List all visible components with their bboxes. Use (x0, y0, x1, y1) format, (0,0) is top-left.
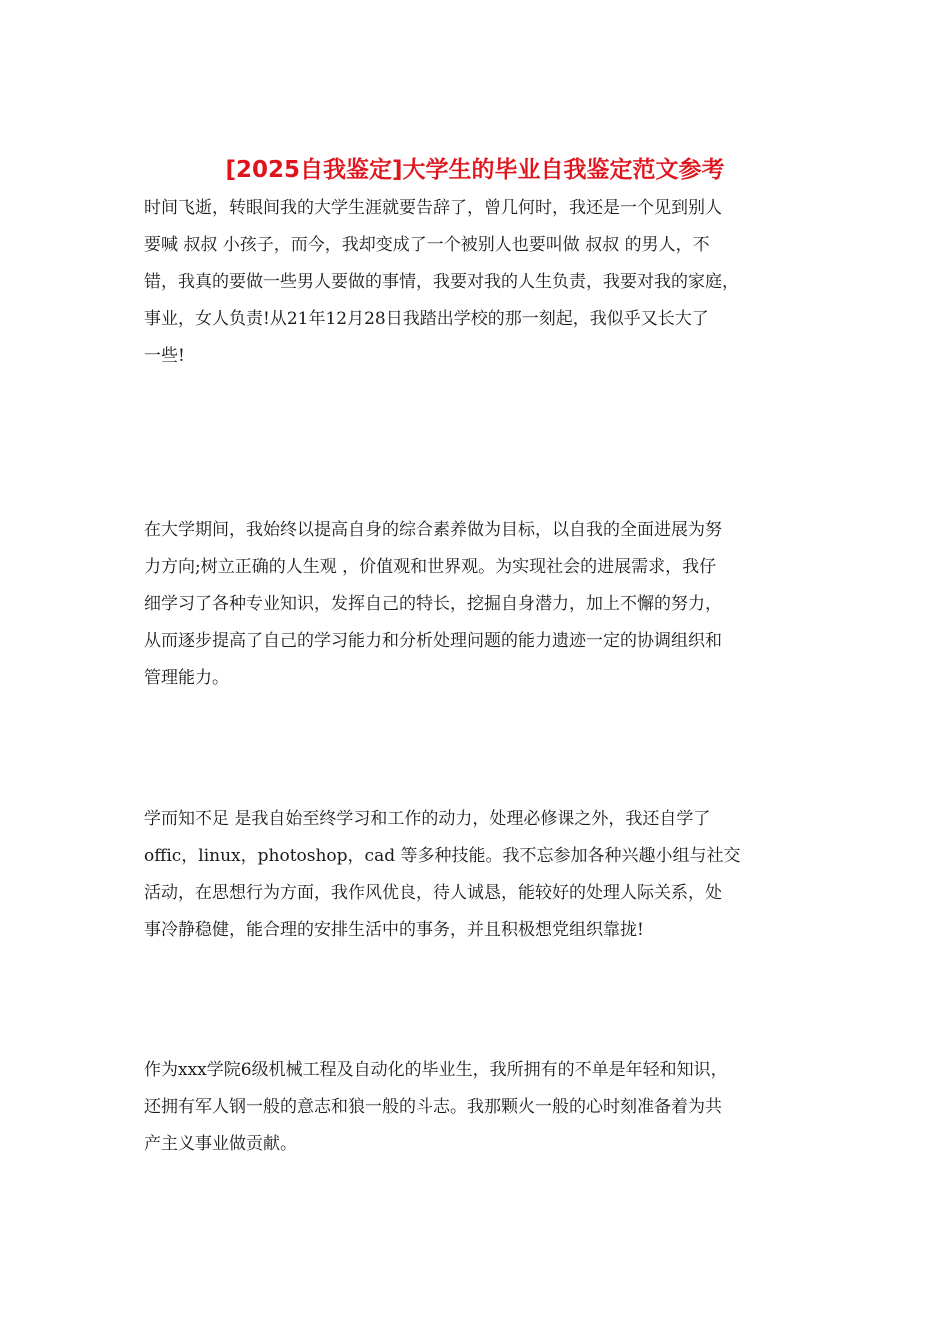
paragraph-1 (144, 190, 814, 375)
text-line: 错，我真的要做一些男人要做的事情，我要对我的人生负责，我要对我的家庭， (144, 272, 739, 292)
text-line: 时间飞逝，转眼间我的大学生涯就要告辞了，曾几何时，我还是一个见到别人 (144, 198, 722, 218)
text-line: offic，linux，photoshop，cad 等多种技能。我不忘参加各种兴趣小组与社交 (144, 846, 741, 866)
document-title: [2025自我鉴定]大学生的毕业自我鉴定范文参考 (225, 157, 725, 183)
paragraph-4 (144, 1052, 814, 1163)
text-line: 要喊 叔叔 小孩子，而今，我却变成了一个被别人也要叫做 叔叔 的男人，不 (144, 235, 710, 255)
paragraph-2 (144, 512, 814, 697)
text-line: 力方向;树立正确的人生观 ，价值观和世界观。为实现社会的进展需求，我仔 (144, 557, 717, 577)
text-line: 作为xxx学院6级机械工程及自动化的毕业生，我所拥有的不单是年轻和知识， (144, 1060, 728, 1080)
text-line: 学而知不足 是我自始至终学习和工作的动力，处理必修课之外，我还自学了 (144, 809, 711, 829)
text-line: 在大学期间，我始终以提高自身的综合素养做为目标，以自我的全面进展为努 (144, 520, 722, 540)
text-line: 事冷静稳健，能合理的安排生活中的事务，并且积极想党组织靠拢! (144, 920, 644, 940)
text-line: 细学习了各种专业知识，发挥自己的特长，挖掘自身潜力，加上不懈的努力， (144, 594, 722, 614)
text-line: 活动，在思想行为方面，我作风优良，待人诚恳，能较好的处理人际关系，处 (144, 883, 722, 903)
text-line: 事业，女人负责!从21年12月28日我踏出学校的那一刻起，我似乎又长大了 (144, 309, 709, 329)
text-line: 产主义事业做贡献。 (144, 1134, 297, 1154)
text-line: 管理能力。 (144, 668, 229, 688)
text-line: 一些! (144, 346, 185, 366)
paragraph-3 (144, 801, 814, 949)
text-line: 从而逐步提高了自己的学习能力和分析处理问题的能力遗迹一定的协调组织和 (144, 631, 722, 651)
text-line: 还拥有军人钢一般的意志和狼一般的斗志。我那颗火一般的心时刻准备着为共 (144, 1097, 722, 1117)
